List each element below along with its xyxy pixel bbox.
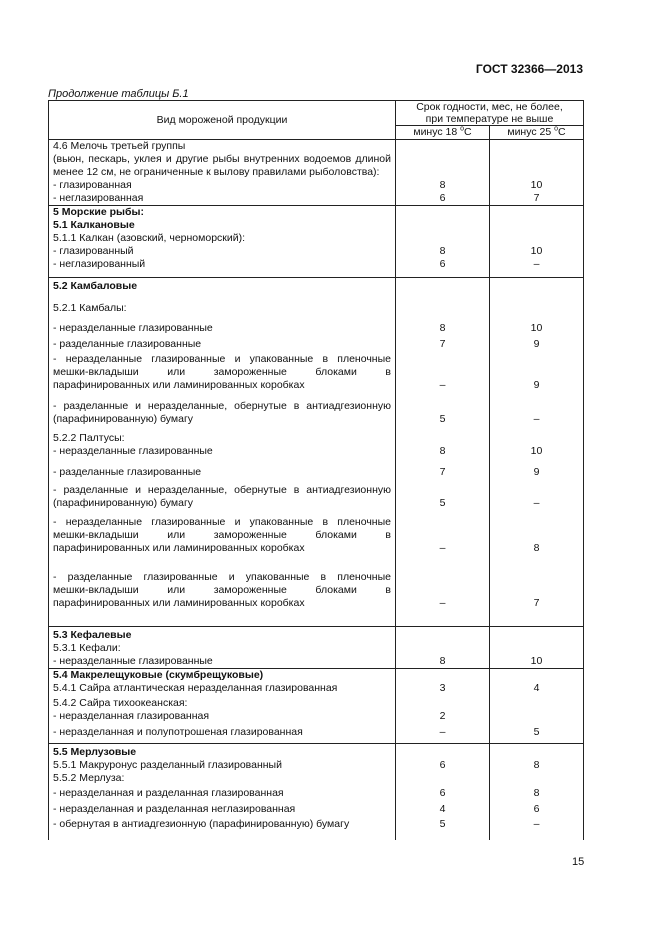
table-row	[49, 744, 584, 760]
section-heading: 5.3 Кефалевые	[49, 627, 396, 643]
table-row	[49, 759, 584, 772]
value-minus25	[490, 710, 584, 726]
row-label-line: парафинированных или ламинированных коробках	[53, 597, 305, 609]
value-minus25: 5	[490, 726, 584, 744]
table-row	[49, 206, 584, 220]
value-minus25: 10	[490, 445, 584, 463]
row-label: 5.2.2 Палтусы:	[49, 432, 396, 445]
value-minus18: 8	[396, 179, 490, 192]
value-minus25: 4	[490, 682, 584, 697]
table-row	[49, 516, 584, 571]
table-row	[49, 627, 584, 643]
row-label: 5.5.1 Макруронус разделанный глазированный	[49, 759, 396, 772]
row-label: (вьюн, пескарь, уклея и другие рыбы внутренних водоемов длиной менее 12 см, не ограниченные к вылову правилами рыболовства):	[49, 153, 396, 179]
table-row	[49, 232, 584, 245]
section-heading: 5.1 Калкановые	[49, 219, 396, 232]
row-label-line: - неразделанные глазированные и упакованные в пленочные	[53, 516, 391, 528]
document-standard-header: ГОСТ 32366—2013	[475, 62, 583, 76]
row-label-line: - разделанные глазированные и упакованные в пленочные	[53, 571, 391, 583]
row-label	[49, 516, 396, 571]
value-minus18: 5	[396, 818, 490, 840]
table-row	[49, 179, 584, 192]
row-label: - неглазированный	[49, 258, 396, 278]
value-minus18: 5	[396, 484, 490, 516]
section-heading: 5 Морские рыбы:	[49, 206, 396, 220]
row-label: - неразделанные глазированные	[49, 655, 396, 669]
table-row	[49, 669, 584, 683]
header-shelf-life-line2: при температуре не выше	[425, 113, 554, 125]
value-minus25: 10	[490, 179, 584, 192]
table-row	[49, 140, 584, 154]
row-label: - неразделанная глазированная	[49, 710, 396, 726]
table-row	[49, 219, 584, 232]
table-caption: Продолжение таблицы Б.1	[48, 88, 189, 100]
row-label: - разделанные глазированные	[49, 338, 396, 353]
table-row	[49, 655, 584, 669]
row-label-line: парафинированных или ламинированных коробках	[53, 542, 305, 554]
value-minus18: –	[396, 516, 490, 571]
value-minus18: 6	[396, 258, 490, 278]
row-label: 5.1.1 Калкан (азовский, черноморский):	[49, 232, 396, 245]
value-minus18: 2	[396, 710, 490, 726]
row-label: - разделанные глазированные	[49, 463, 396, 484]
row-label: - неразделанные глазированные	[49, 322, 396, 338]
table-row	[49, 278, 584, 303]
degree-mark: о	[460, 125, 465, 133]
row-label: - глазированный	[49, 245, 396, 258]
value-minus25: 6	[490, 803, 584, 818]
row-label-line: - разделанные и неразделанные, обернутые в антиадгезионную	[53, 484, 391, 496]
row-label	[49, 484, 396, 516]
row-label: 5.3.1 Кефали:	[49, 642, 396, 655]
section-heading: 5.5 Мерлузовые	[49, 744, 396, 760]
section-heading: 5.4 Макрелещуковые (скумбрещуковые)	[49, 669, 396, 683]
row-label-line: мешки-вкладыши или замороженные блоками в	[53, 529, 391, 541]
table-row	[49, 785, 584, 803]
value-minus25: –	[490, 400, 584, 432]
value-minus18: 7	[396, 338, 490, 353]
table-row	[49, 710, 584, 726]
row-label: - неразделанные глазированные	[49, 445, 396, 463]
value-minus18: 8	[396, 655, 490, 669]
header-shelf-life	[396, 101, 584, 126]
table-row	[49, 245, 584, 258]
table-row	[49, 642, 584, 655]
value-minus25: 7	[490, 571, 584, 627]
value-minus18: 6	[396, 785, 490, 803]
value-minus25: 10	[490, 322, 584, 338]
value-minus18: 8	[396, 245, 490, 258]
row-label-line: (парафинированную) бумагу	[53, 413, 194, 425]
table-row	[49, 818, 584, 840]
header-temp-minus18	[396, 126, 490, 140]
row-label: - обернутая в антиадгезионную (парафинированную) бумагу	[49, 818, 396, 840]
value-minus18: 7	[396, 463, 490, 484]
value-minus18: 3	[396, 682, 490, 697]
row-label	[49, 571, 396, 627]
celsius-mark: С	[464, 126, 472, 138]
value-minus25: 7	[490, 192, 584, 206]
value-minus18: 5	[396, 400, 490, 432]
header-shelf-life-line1: Срок годности, мес, не более,	[416, 101, 563, 113]
value-minus18: 8	[396, 445, 490, 463]
row-label: - глазированная	[49, 179, 396, 192]
row-label-line: - разделанные и неразделанные, обернутые в антиадгезионную	[53, 400, 391, 412]
section-heading: 5.2 Камбаловые	[49, 278, 396, 303]
value-minus25: 9	[490, 463, 584, 484]
table-row	[49, 192, 584, 206]
row-label-line: - неразделанные глазированные и упакованные в пленочные	[53, 353, 391, 365]
row-label: 4.6 Мелочь третьей группы	[49, 140, 396, 154]
value-minus18: 4	[396, 803, 490, 818]
value-minus25: 9	[490, 338, 584, 353]
value-minus25: –	[490, 484, 584, 516]
row-label-line: мешки-вкладыши или замороженные блоками в	[53, 584, 391, 596]
page-number: 15	[572, 856, 585, 868]
row-label	[49, 400, 396, 432]
row-label: - неразделанная и разделанная глазированная	[49, 785, 396, 803]
value-minus25: 8	[490, 759, 584, 772]
value-minus18: 6	[396, 759, 490, 772]
table-row	[49, 682, 584, 697]
row-label: - неглазированная	[49, 192, 396, 206]
table-row	[49, 432, 584, 445]
value-minus25: –	[490, 818, 584, 840]
value-minus25: 8	[490, 516, 584, 571]
value-minus18: 8	[396, 322, 490, 338]
table-row	[49, 338, 584, 353]
table-row	[49, 153, 584, 179]
temp-minus18-label: минус 18	[413, 126, 458, 138]
row-label: 5.4.2 Сайра тихоокеанская:	[49, 697, 396, 710]
row-label	[49, 353, 396, 400]
value-minus25: 10	[490, 655, 584, 669]
row-label: - неразделанная и полупотрошеная глазированная	[49, 726, 396, 744]
row-label-line: мешки-вкладыши или замороженные блоками в	[53, 366, 391, 378]
table-row	[49, 484, 584, 516]
row-label-line: (парафинированную) бумагу	[53, 497, 194, 509]
table-row	[49, 463, 584, 484]
row-label: 5.4.1 Сайра атлантическая неразделанная глазированная	[49, 682, 396, 697]
value-minus18: –	[396, 726, 490, 744]
value-minus18: –	[396, 571, 490, 627]
table-row	[49, 400, 584, 432]
header-temp-minus25	[490, 126, 584, 140]
value-minus25: 8	[490, 785, 584, 803]
row-label: 5.5.2 Мерлуза:	[49, 772, 396, 785]
header-product-type: Вид мороженой продукции	[49, 101, 396, 140]
row-label-line: парафинированных или ламинированных коробках	[53, 379, 305, 391]
value-minus18: 6	[396, 192, 490, 206]
value-minus18: –	[396, 353, 490, 400]
shelf-life-table	[48, 100, 584, 840]
table-row	[49, 803, 584, 818]
temp-minus25-label: минус 25	[507, 126, 552, 138]
table-row	[49, 772, 584, 785]
celsius-mark: С	[558, 126, 566, 138]
table-row	[49, 726, 584, 744]
table-row	[49, 697, 584, 710]
row-label: - неразделанная и разделанная неглазированная	[49, 803, 396, 818]
value-minus25: 10	[490, 245, 584, 258]
table-row	[49, 445, 584, 463]
value-minus25: 9	[490, 353, 584, 400]
table-row	[49, 322, 584, 338]
table-row	[49, 302, 584, 322]
table-row	[49, 353, 584, 400]
value-minus25: –	[490, 258, 584, 278]
table-row	[49, 571, 584, 627]
table-row	[49, 258, 584, 278]
table-header-row	[49, 101, 584, 126]
row-label: 5.2.1 Камбалы:	[49, 302, 396, 322]
degree-mark: о	[554, 125, 559, 133]
